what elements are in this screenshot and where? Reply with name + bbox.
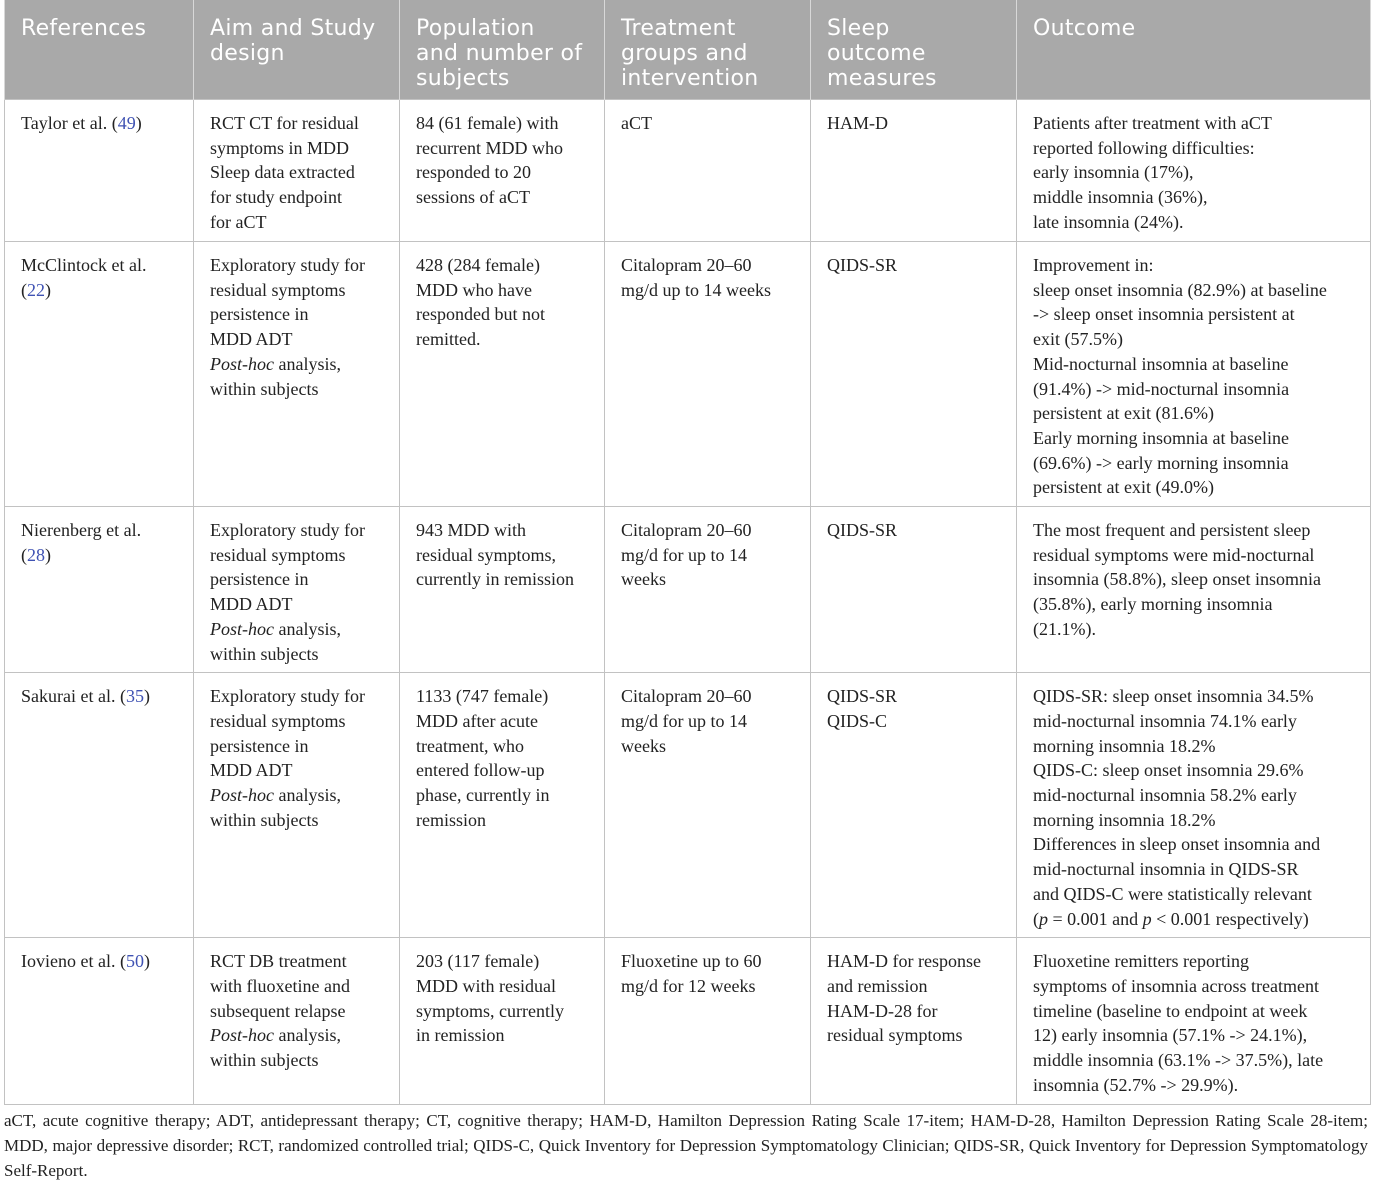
cell-treatment xyxy=(605,100,811,242)
cell-line: late insomnia (24%). xyxy=(1033,211,1184,232)
reference-link[interactable]: 35 xyxy=(125,686,144,707)
studies-table xyxy=(4,0,1371,1105)
header-row xyxy=(5,0,1371,100)
cell-line: 84 (61 female) with xyxy=(416,113,559,133)
cell-population xyxy=(400,242,605,507)
cell-reference xyxy=(5,938,194,1104)
cell-sleep-measures xyxy=(811,938,1017,1104)
cell-line: middle insomnia (36%), xyxy=(1033,187,1208,208)
cell-line xyxy=(210,1023,383,1048)
header-line: measures xyxy=(827,66,937,91)
header-line: Population xyxy=(416,16,535,41)
cell-treatment xyxy=(605,938,811,1104)
cell-outcome xyxy=(1017,673,1371,938)
header-line: and number of xyxy=(416,41,583,66)
cell-line: timeline (baseline to endpoint at week xyxy=(1033,1000,1308,1021)
cell-line: symptoms, currently xyxy=(416,1000,564,1021)
header-line: design xyxy=(210,41,285,66)
cell-line: QIDS-SR xyxy=(827,520,898,541)
table-footnote: aCT, acute cognitive therapy; ADT, antidepressant therapy; CT, cognitive therapy; HAM-D, Hamilton Depression Rating Scale 17-item; HAM-D-28, Hamilton Depression Rating Scale 28-item; MDD, major depressive disorder; RCT, randomized controlled trial; QIDS-C, Quick Inventory for Depression Symptomatology Clinician; QIDS-SR, Quick Inventory for Depression Symptomatology Self-Report. xyxy=(4,1111,1368,1180)
cell-line: MDD ADT xyxy=(210,760,293,781)
cell-line: within subjects xyxy=(210,1050,319,1071)
cell-line: Citalopram 20–60 xyxy=(621,520,752,541)
cell-line: Mid-nocturnal insomnia at baseline xyxy=(1033,353,1289,374)
cell-line: responded to 20 xyxy=(416,162,531,183)
cell-line: 203 (117 female) xyxy=(416,951,540,972)
cell-sleep-measures xyxy=(811,100,1017,242)
cell-population xyxy=(400,673,605,938)
cell-line: mid-nocturnal insomnia 74.1% early xyxy=(1033,710,1297,731)
cell-line: within subjects xyxy=(210,809,319,830)
cell-line: persistent at exit (81.6%) xyxy=(1033,403,1214,424)
cell-line: 428 (284 female) xyxy=(416,255,540,275)
author-name: Taylor et al. ( xyxy=(21,113,118,133)
table-body xyxy=(5,100,1371,1105)
cell-line xyxy=(210,783,383,808)
paren-open: ( xyxy=(21,279,27,300)
column-header-population xyxy=(400,0,605,100)
cell-line: MDD ADT xyxy=(210,594,293,615)
cell-line: RCT CT for residual xyxy=(210,113,359,133)
column-header-outcome xyxy=(1017,0,1371,100)
header-line: outcome xyxy=(827,41,926,66)
cell-sleep-measures xyxy=(811,673,1017,938)
header-line: Treatment xyxy=(621,16,736,41)
cell-line: Early morning insomnia at baseline xyxy=(1033,427,1289,448)
reference-link[interactable]: 50 xyxy=(125,951,144,972)
cell-population xyxy=(400,507,605,673)
cell-reference xyxy=(5,673,194,938)
cell-line xyxy=(1033,907,1354,932)
cell-line xyxy=(210,352,383,377)
cell-line xyxy=(21,111,177,136)
cell-treatment xyxy=(605,242,811,507)
cell-line: MDD with residual xyxy=(416,975,556,996)
cell-line: reported following difficulties: xyxy=(1033,137,1255,158)
italic-term: Post-hoc xyxy=(210,353,274,374)
cell-line xyxy=(210,617,383,642)
table-row xyxy=(5,673,1371,938)
cell-line: Citalopram 20–60 xyxy=(621,255,752,275)
cell-line: The most frequent and persistent sleep xyxy=(1033,520,1311,541)
cell-aim-and-design xyxy=(194,242,400,507)
author-name: McClintock et al. xyxy=(21,255,147,275)
cell-line: QIDS-SR xyxy=(827,686,898,707)
cell-outcome xyxy=(1017,100,1371,242)
cell-line: sessions of aCT xyxy=(416,187,530,208)
cell-aim-and-design xyxy=(194,938,400,1104)
header-line: groups and xyxy=(621,41,748,66)
table-row xyxy=(5,100,1371,242)
column-header-references xyxy=(5,0,194,100)
cell-line: morning insomnia 18.2% xyxy=(1033,809,1216,830)
cell-aim-and-design xyxy=(194,100,400,242)
header-line: Outcome xyxy=(1033,16,1136,41)
cell-line: HAM-D for response xyxy=(827,951,981,972)
author-name: Sakurai et al. ( xyxy=(21,686,126,707)
cell-line: mid-nocturnal insomnia 58.2% early xyxy=(1033,785,1297,806)
cell-line: mg/d up to 14 weeks xyxy=(621,279,771,300)
paren-close: ) xyxy=(135,113,142,133)
italic-variable: p xyxy=(1039,908,1048,929)
cell-line: mg/d for 12 weeks xyxy=(621,975,756,996)
line-text: analysis, xyxy=(273,618,341,639)
cell-line: insomnia (58.8%), sleep onset insomnia xyxy=(1033,569,1321,590)
cell-line: residual symptoms xyxy=(827,1025,963,1046)
cell-line: RCT DB treatment xyxy=(210,951,347,972)
cell-line xyxy=(21,278,177,303)
cell-line: sleep onset insomnia (82.9%) at baseline xyxy=(1033,279,1327,300)
italic-term: Post-hoc xyxy=(210,1025,274,1046)
line-text: ( xyxy=(1033,908,1039,929)
cell-line: Exploratory study for xyxy=(210,686,365,707)
cell-sleep-measures xyxy=(811,242,1017,507)
cell-line: for study endpoint xyxy=(210,187,342,208)
cell-line: QIDS-C: sleep onset insomnia 29.6% xyxy=(1033,760,1304,781)
cell-line: -> sleep onset insomnia persistent at xyxy=(1033,304,1295,325)
cell-line xyxy=(21,543,177,568)
cell-line: 943 MDD with xyxy=(416,520,527,541)
cell-line: residual symptoms were mid-nocturnal xyxy=(1033,544,1315,565)
cell-treatment xyxy=(605,673,811,938)
cell-line xyxy=(21,518,177,543)
reference-link[interactable]: 22 xyxy=(27,279,45,300)
cell-line: and QIDS-C were statistically relevant xyxy=(1033,883,1312,904)
cell-line: within subjects xyxy=(210,378,319,399)
cell-line: persistence in xyxy=(210,735,309,756)
cell-line: persistent at exit (49.0%) xyxy=(1033,477,1214,498)
cell-line: residual symptoms, xyxy=(416,544,556,565)
cell-line: weeks xyxy=(621,569,666,590)
cell-line: symptoms of insomnia across treatment xyxy=(1033,975,1319,996)
cell-line: persistence in xyxy=(210,569,309,590)
cell-reference xyxy=(5,507,194,673)
table-row xyxy=(5,507,1371,673)
cell-line: currently in remission xyxy=(416,569,574,590)
cell-line: Patients after treatment with aCT xyxy=(1033,113,1272,133)
cell-line: residual symptoms xyxy=(210,710,346,731)
line-text: < 0.001 respectively) xyxy=(1151,908,1309,929)
author-name: Nierenberg et al. xyxy=(21,520,142,541)
cell-line: Exploratory study for xyxy=(210,255,365,275)
cell-line xyxy=(21,949,177,974)
cell-line: MDD after acute xyxy=(416,710,538,731)
cell-outcome xyxy=(1017,242,1371,507)
cell-sleep-measures xyxy=(811,507,1017,673)
cell-line: mg/d for up to 14 xyxy=(621,544,747,565)
header-line: subjects xyxy=(416,66,510,91)
cell-line: recurrent MDD who xyxy=(416,137,563,158)
cell-line: remission xyxy=(416,809,486,830)
cell-line: symptoms in MDD xyxy=(210,137,350,158)
cell-line: residual symptoms xyxy=(210,279,346,300)
table-row xyxy=(5,242,1371,507)
cell-line: entered follow-up xyxy=(416,760,545,781)
cell-outcome xyxy=(1017,507,1371,673)
cell-line: (69.6%) -> early morning insomnia xyxy=(1033,452,1289,473)
cell-line: treatment, who xyxy=(416,735,524,756)
cell-line: (21.1%). xyxy=(1033,618,1096,639)
cell-line: and remission xyxy=(827,975,928,996)
cell-line: early insomnia (17%), xyxy=(1033,162,1194,183)
paren-close: ) xyxy=(143,951,150,972)
cell-line: MDD ADT xyxy=(210,329,293,350)
cell-line: residual symptoms xyxy=(210,544,346,565)
italic-variable: p xyxy=(1142,908,1152,929)
cell-line: (91.4%) -> mid-nocturnal insomnia xyxy=(1033,378,1290,399)
cell-line: remitted. xyxy=(416,329,481,350)
cell-reference xyxy=(5,100,194,242)
cell-line: 12) early insomnia (57.1% -> 24.1%), xyxy=(1033,1025,1308,1046)
reference-link[interactable]: 49 xyxy=(117,113,136,133)
cell-line: weeks xyxy=(621,735,666,756)
paren-close: ) xyxy=(45,279,51,300)
cell-line: for aCT xyxy=(210,211,267,232)
cell-line: subsequent relapse xyxy=(210,1000,346,1021)
cell-population xyxy=(400,100,605,242)
cell-aim-and-design xyxy=(194,507,400,673)
paren-close: ) xyxy=(45,544,51,565)
cell-population xyxy=(400,938,605,1104)
cell-line: mid-nocturnal insomnia in QIDS-SR xyxy=(1033,859,1299,880)
cell-line: QIDS-SR: sleep onset insomnia 34.5% xyxy=(1033,686,1314,707)
reference-link[interactable]: 28 xyxy=(27,544,45,565)
line-text: = 0.001 and xyxy=(1048,908,1143,929)
column-header-sleep-outcome-measures xyxy=(811,0,1017,100)
cell-line: Fluoxetine up to 60 xyxy=(621,951,762,972)
italic-term: Post-hoc xyxy=(210,785,274,806)
cell-line: Exploratory study for xyxy=(210,520,365,541)
line-text: analysis, xyxy=(273,1025,341,1046)
line-text: analysis, xyxy=(273,785,341,806)
cell-line: QIDS-C xyxy=(827,710,888,731)
cell-treatment xyxy=(605,507,811,673)
cell-line: aCT xyxy=(621,113,652,133)
table-row xyxy=(5,938,1371,1104)
cell-line: exit (57.5%) xyxy=(1033,329,1123,350)
cell-outcome xyxy=(1017,938,1371,1104)
cell-line xyxy=(21,253,177,278)
cell-reference xyxy=(5,242,194,507)
paren-open: ( xyxy=(21,544,27,565)
cell-line: with fluoxetine and xyxy=(210,975,350,996)
cell-line: (35.8%), early morning insomnia xyxy=(1033,594,1273,615)
cell-line: within subjects xyxy=(210,643,319,664)
cell-line: Improvement in: xyxy=(1033,255,1154,275)
cell-line: Fluoxetine remitters reporting xyxy=(1033,951,1249,972)
cell-line: HAM-D-28 for xyxy=(827,1000,938,1021)
cell-line: mg/d for up to 14 xyxy=(621,710,747,731)
column-header-aim-and-study-design xyxy=(194,0,400,100)
cell-line: 1133 (747 female) xyxy=(416,686,549,707)
paren-close: ) xyxy=(143,686,150,707)
cell-line: phase, currently in xyxy=(416,785,550,806)
cell-line: Sleep data extracted xyxy=(210,162,355,183)
cell-line: responded but not xyxy=(416,304,545,325)
header-line: Sleep xyxy=(827,16,890,41)
author-name: Iovieno et al. ( xyxy=(21,951,126,972)
header-line: References xyxy=(21,16,147,41)
cell-line: MDD who have xyxy=(416,279,532,300)
cell-line: Differences in sleep onset insomnia and xyxy=(1033,834,1321,855)
cell-line: QIDS-SR xyxy=(827,255,898,275)
header-line: intervention xyxy=(621,66,759,91)
cell-line: Citalopram 20–60 xyxy=(621,686,752,707)
cell-line: HAM-D xyxy=(827,113,888,133)
cell-line: in remission xyxy=(416,1025,505,1046)
cell-line: middle insomnia (63.1% -> 37.5%), late xyxy=(1033,1050,1324,1071)
cell-line: insomnia (52.7% -> 29.9%). xyxy=(1033,1074,1239,1095)
cell-aim-and-design xyxy=(194,673,400,938)
column-header-treatment xyxy=(605,0,811,100)
cell-line: persistence in xyxy=(210,304,309,325)
cell-line xyxy=(21,684,177,709)
italic-term: Post-hoc xyxy=(210,618,274,639)
line-text: analysis, xyxy=(273,353,341,374)
cell-line: morning insomnia 18.2% xyxy=(1033,735,1216,756)
studies-table-container xyxy=(4,0,1370,1105)
header-line: Aim and Study xyxy=(210,16,376,41)
